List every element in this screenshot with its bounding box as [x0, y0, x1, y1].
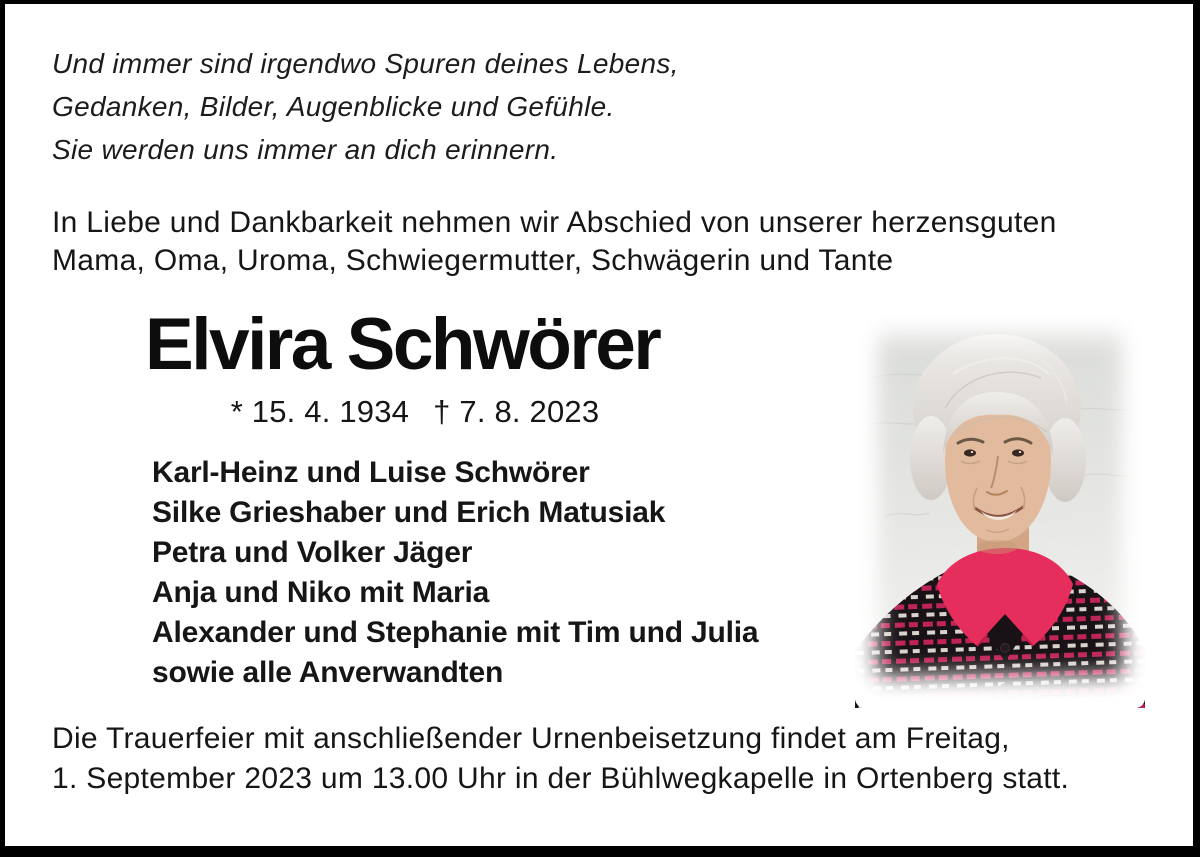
intro-text	[52, 204, 1057, 280]
mourner-line-3: Petra und Volker Jäger	[152, 536, 473, 569]
button	[1001, 644, 1010, 653]
verse-line-1: Und immer sind irgendwo Spuren deines Lebens,	[52, 48, 679, 79]
mourner-line-5: Alexander und Stephanie mit Tim und Julia	[152, 616, 759, 649]
life-dates	[145, 394, 685, 430]
funeral-details	[52, 719, 1069, 799]
mourner-line-2: Silke Grieshaber und Erich Matusiak	[152, 496, 666, 529]
deceased-name: Elvira Schwörer	[145, 304, 660, 385]
mourner-line-1: Karl-Heinz und Luise Schwörer	[152, 456, 590, 489]
eye	[964, 449, 976, 456]
funeral-line-2: 1. September 2023 um 13.00 Uhr in der Bühlwegkapelle in Ortenberg statt.	[52, 762, 1070, 795]
intro-line-2: Mama, Oma, Uroma, Schwiegermutter, Schwägerin und Tante	[52, 244, 894, 277]
button	[1001, 684, 1010, 693]
verse-line-3: Sie werden uns immer an dich erinnern.	[52, 134, 559, 165]
eye	[1012, 449, 1024, 456]
portrait-photo	[855, 316, 1145, 708]
birth-date: * 15. 4. 1934	[230, 394, 410, 429]
funeral-line-1: Die Trauerfeier mit anschließender Urnenbeisetzung findet am Freitag,	[52, 722, 1010, 755]
mourners-list	[152, 453, 758, 693]
mourner-line-4: Anja und Niko mit Maria	[152, 576, 490, 609]
memorial-verse	[52, 42, 679, 171]
intro-line-1: In Liebe und Dankbarkeit nehmen wir Abschied von unserer herzensguten	[52, 206, 1057, 239]
verse-line-2: Gedanken, Bilder, Augenblicke und Gefühle.	[52, 91, 615, 122]
mourner-line-6: sowie alle Anverwandten	[152, 656, 504, 689]
portrait-illustration	[855, 316, 1145, 708]
death-date: † 7. 8. 2023	[433, 394, 600, 429]
